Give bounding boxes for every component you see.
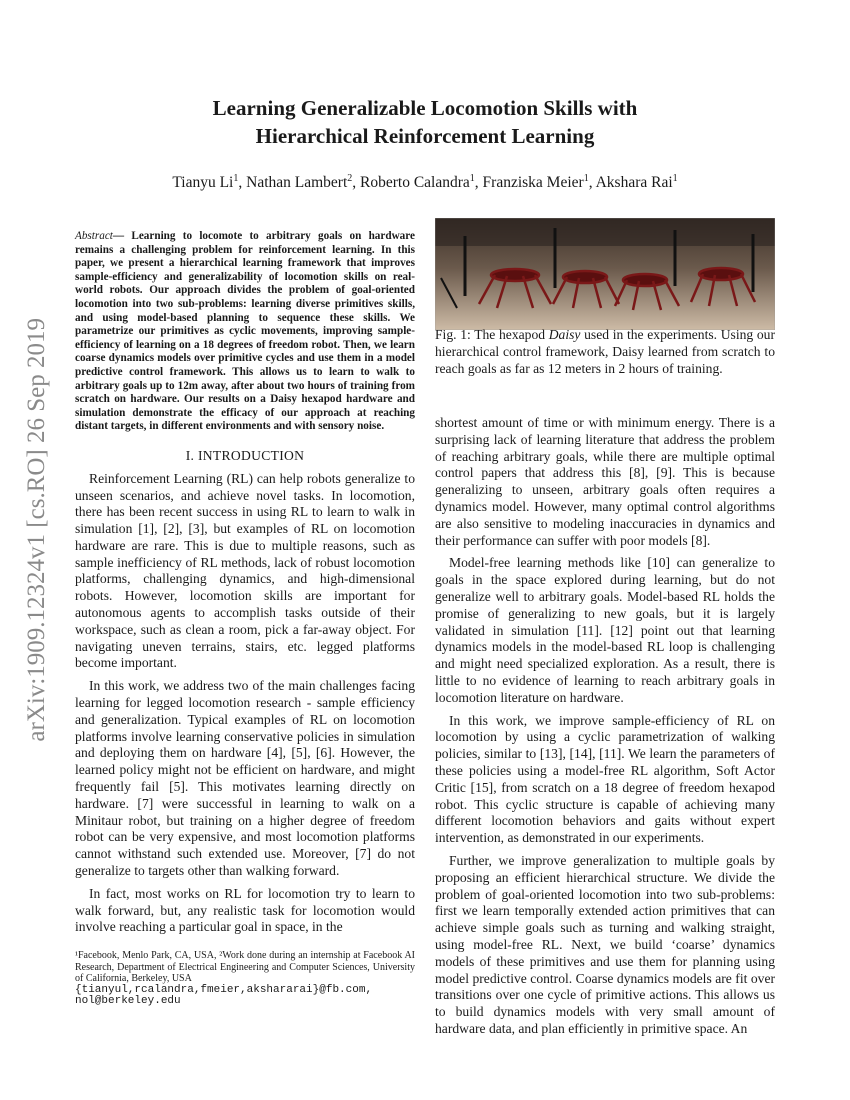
body-paragraph: Further, we improve generalization to multiple goals by proposing an efficient hierarchical structure. We divide the problem of goal-oriented locomotion into two sub-problems: first we learn temporally extended action primitives that can achieve simple goals such as turning and walking straight, using model-free RL. Next, we build ‘coarse’ dynamics models of these primitives and use them for planning using model predictive control. Coarse dynamics models are fit over transitions over one cycle of primitive actions. This allows us to build dynamics models with very small amount of hardware data, and plan efficiently in primitive space. An xyxy=(435,852,775,1036)
abstract-lead: Abstract xyxy=(75,230,113,242)
body-paragraph: In this work, we address two of the main challenges facing learning for legged locomotion research - sample efficiency and generalization. Typical examples of RL on locomotion platforms involve learning conservative policies in simulation and deploying them on hardware [4], [5], [6]. However, the learned policy might not be efficient on hardware, and might frequently fail [5]. This motivates learning directly on hardware. [7] were successful in learning to walk on a Minitaur robot, but training on a higher degree of freedom robot can be very expensive, and most locomotion platforms cannot withstand such extended use. Moreover, [7] do not generalize to targets other than walking forward. xyxy=(75,678,415,879)
body-paragraph: In this work, we improve sample-efficiency of RL on locomotion by using a cyclic parametrization of walking policies, similar to [13], [14], [11]. We learn the parameters of these policies using a model-free RL algorithm, Soft Actor Critic [15], from scratch on a 18 degree of freedom hexapod robot. This cyclic structure is capable of achieving many different locomotion behaviors and gaits without expert intervention, as demonstrated in our experiments. xyxy=(435,712,775,846)
figure-hexapod-photo xyxy=(435,218,775,330)
body-paragraph: In fact, most works on RL for locomotion try to learn to walk forward, but, any realistic task for locomotion would involve reaching a particular goal in space, in the xyxy=(75,885,415,935)
robot-photo-illustration xyxy=(435,218,775,330)
author-list xyxy=(75,173,775,192)
author: Tianyu Li$^1$, xyxy=(172,173,247,192)
left-column xyxy=(75,230,415,942)
arxiv-id-text: arXiv:1909.12324v1 [cs.RO] 26 Sep 2019 xyxy=(23,318,50,742)
author: Franziska Meier$^1$, xyxy=(482,173,596,192)
abstract-body: — Learning to locomote to arbitrary goals on hardware remains a challenging problem for reinforcement learning. In this paper, we present a hierarchical learning framework that improves sample-efficiency and generalizability of locomotion skills on real-world robots. Our approach divides the problem of goal-oriented locomotion into two sub-problems: learning diverse primitives skills, and using model-based planning to sequence these skills. We parametrize our primitives as cyclic movements, improving sample-efficiency of learning on a 18 degrees of freedom robot. Then, we learn coarse dynamics models over primitive cycles and use them in a model predictive control framework. This allows us to learn to walk to arbitrary goals up to 12m away, after about two hours of training from scratch on hardware. Our results on a Daisy hexapod hardware and simulation demonstrate the efficacy of our approach at reaching distant targets, in different environments and with sensory noise. xyxy=(75,230,415,433)
author: Roberto Calandra$^1$, xyxy=(360,173,483,192)
emails: {tianyul,rcalandra,fmeier,akshararai}@fb.com, nol@berkeley.edu xyxy=(75,983,373,1008)
figure-caption: Fig. 1: The hexapod Daisy used in the experiments. Using our hierarchical control framework, Daisy learned from scratch to reach goals as far as 12 meters in 2 hours of training. xyxy=(435,327,776,376)
body-paragraph: Model-free learning methods like [10] can generalize to goals in the space explored during learning, but do not generalize well to arbitrary goals. Model-based RL holds the promise of generalizing to new goals, but it is largely validated in simulation [11]. [12] point out that learning dynamics models in the model-based RL loop is challenging and might need specialized exploration. As a result, there is little to no evidence of learning to reach arbitrary goals in locomotion literature on hardware. xyxy=(435,555,775,705)
affiliations: ¹Facebook, Menlo Park, CA, USA, ²Work done during an internship at Facebook AI Research, Department of Electrical Engineering and Computer Sciences, University of California, Berkeley, USA xyxy=(75,950,415,985)
author: Nathan Lambert$^2$, xyxy=(246,173,361,192)
footnote xyxy=(75,950,415,1008)
arxiv-identifier xyxy=(12,295,62,765)
paper-title xyxy=(75,94,775,150)
body-paragraph: Reinforcement Learning (RL) can help robots generalize to unseen scenarios, and achieve novel tasks. In locomotion, there has been recent success in using RL to learn to walk in simulation [1], [2], [3], but examples of RL on locomotion hardware are rare. This is due to multiple reasons, such as sample inefficiency of RL methods, lack of robust locomotion platforms, challenging dynamics, and high-dimensional robots. However, locomotion skills are important for autonomous agents to accomplish tasks outside of their workspace, such as clean a room, pick a far-away object. For navigating uneven terrains, stairs, etc. legged platforms become important. xyxy=(75,470,415,671)
abstract xyxy=(75,230,415,434)
title-line-2: Hierarchical Reinforcement Learning xyxy=(255,124,595,148)
title-line-1: Learning Generalizable Locomotion Skills with xyxy=(212,96,638,120)
body-paragraph: shortest amount of time or with minimum energy. There is a surprising lack of learning literature that address the problem of reaching arbitrary goals, while there are multiple optimal control papers that address this [8], [9]. This is because generalizing to unseen, arbitrary goals often requires a dynamics model. However, many optimal control algorithms are also sensitive to modeling inaccuracies in dynamics and their performance can suffer with poor models [8]. xyxy=(435,415,775,548)
section-heading: I. INTRODUCTION xyxy=(185,447,305,463)
author: Akshara Rai$^1$ xyxy=(595,173,678,192)
right-column xyxy=(435,415,775,1044)
